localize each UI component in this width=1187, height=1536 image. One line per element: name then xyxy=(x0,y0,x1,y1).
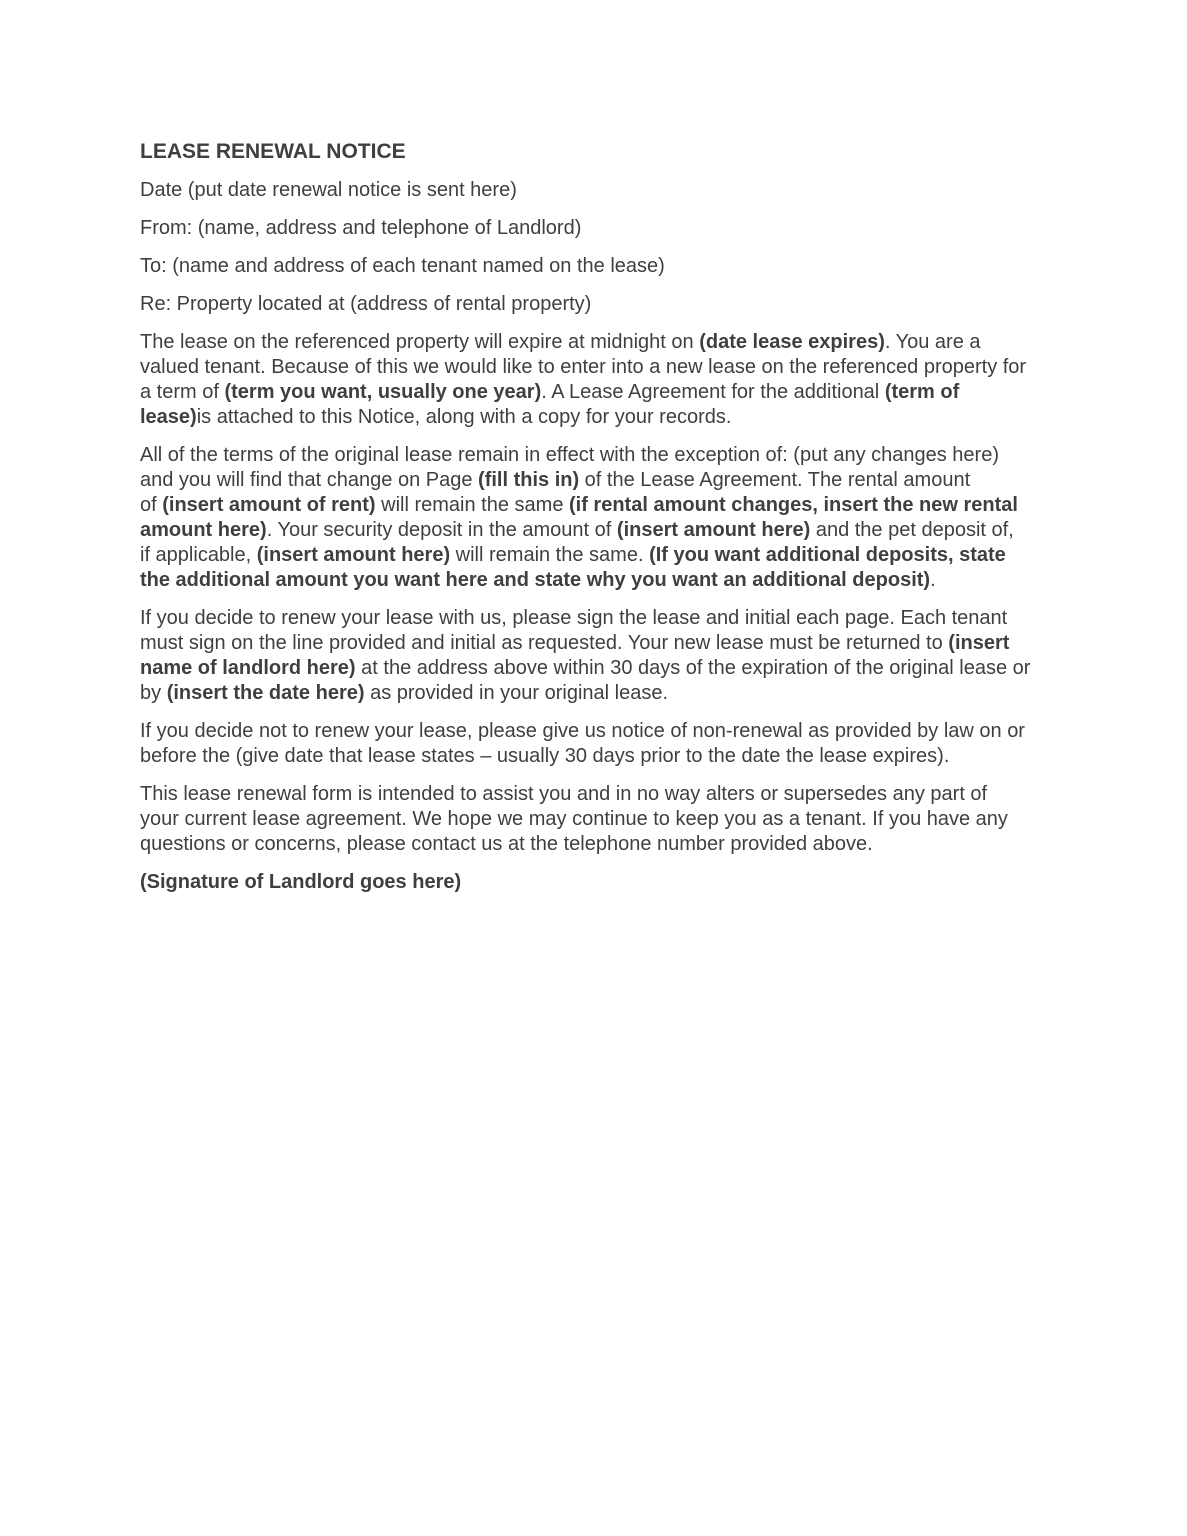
text-run: before the (give date that lease states – usually 30 days prior to the date the lease expires). xyxy=(140,745,950,767)
text-run: of xyxy=(140,494,163,516)
bold-text-run: (fill this in) xyxy=(478,469,580,491)
text-run: If you decide not to renew your lease, please give us notice of non-renewal as provided by law on or xyxy=(140,720,1025,742)
paragraph xyxy=(140,443,1055,593)
text-run: will remain the same xyxy=(375,494,569,516)
header-line: To: (name and address of each tenant named on the lease) xyxy=(140,255,665,277)
bold-text-run: (insert amount of rent) xyxy=(162,494,376,516)
text-run: . Your security deposit in the amount of xyxy=(266,519,617,541)
text-run: at the address above within 30 days of the expiration of the original lease or xyxy=(355,657,1031,679)
document-body xyxy=(140,330,1055,857)
text-run: as provided in your original lease. xyxy=(364,682,669,704)
bold-text-run: the additional amount you want here and state why you want an additional deposit) xyxy=(140,569,931,591)
paragraph-line xyxy=(140,493,1055,518)
paragraph-line xyxy=(140,681,1055,706)
paragraph-line xyxy=(140,380,1055,405)
bold-text-run: (insert amount here) xyxy=(256,544,451,566)
lease-renewal-notice xyxy=(140,139,1055,895)
paragraph-line xyxy=(140,744,1055,769)
bold-text-run: (date lease expires) xyxy=(699,331,885,353)
bold-text-run: (term you want, usually one year) xyxy=(224,381,542,403)
bold-text-run: (insert xyxy=(948,632,1010,654)
header-line: Date (put date renewal notice is sent here) xyxy=(140,179,517,201)
bold-text-run: (term of xyxy=(884,381,960,403)
text-run: questions or concerns, please contact us at the telephone number provided above. xyxy=(140,833,873,855)
paragraph-line xyxy=(140,518,1055,543)
text-run: . You are a xyxy=(884,331,981,353)
text-run: . A Lease Agreement for the additional xyxy=(541,381,885,403)
paragraph-line xyxy=(140,443,1055,468)
paragraph-line xyxy=(140,355,1055,380)
bold-text-run: lease) xyxy=(140,406,197,428)
bold-text-run: amount here) xyxy=(140,519,267,541)
bold-text-run: (insert amount here) xyxy=(616,519,811,541)
paragraph-line xyxy=(140,468,1055,493)
text-run: and the pet deposit of, xyxy=(810,519,1014,541)
text-run: All of the terms of the original lease remain in effect with the exception of: (put any changes here) xyxy=(140,444,999,466)
text-run: valued tenant. Because of this we would like to enter into a new lease on the referenced property for xyxy=(140,356,1027,378)
paragraph xyxy=(140,782,1055,857)
text-run: . xyxy=(930,569,936,591)
document-title: LEASE RENEWAL NOTICE xyxy=(140,140,406,163)
header-line: Re: Property located at (address of rental property) xyxy=(140,293,592,315)
paragraph-line xyxy=(140,543,1055,568)
paragraph-line xyxy=(140,832,1055,857)
text-run: if applicable, xyxy=(140,544,257,566)
paragraph-line xyxy=(140,807,1055,832)
bold-text-run: (if rental amount changes, insert the new rental xyxy=(569,494,1018,516)
text-run: The lease on the referenced property will expire at midnight on xyxy=(140,331,700,353)
paragraph-line xyxy=(140,656,1055,681)
paragraph xyxy=(140,330,1055,430)
paragraph-line xyxy=(140,330,1055,355)
paragraph-line xyxy=(140,568,1055,593)
text-run: of the Lease Agreement. The rental amount xyxy=(579,469,971,491)
text-run: is attached to this Notice, along with a copy for your records. xyxy=(196,406,732,428)
text-run: If you decide to renew your lease with us, please sign the lease and initial each page. Each tenant xyxy=(140,607,1008,629)
bold-text-run: (If you want additional deposits, state xyxy=(649,544,1006,566)
paragraph-line xyxy=(140,631,1055,656)
text-run: will remain the same. xyxy=(450,544,650,566)
text-run: must sign on the line provided and initial as requested. Your new lease must be returned to xyxy=(140,632,949,654)
paragraph-line xyxy=(140,719,1055,744)
paragraph-line xyxy=(140,405,1055,430)
document-header-block xyxy=(140,178,1055,317)
paragraph xyxy=(140,719,1055,769)
signature-line: (Signature of Landlord goes here) xyxy=(140,871,462,893)
text-run: by xyxy=(140,682,167,704)
bold-text-run: (insert the date here) xyxy=(166,682,365,704)
text-run: This lease renewal form is intended to assist you and in no way alters or supersedes any part of xyxy=(140,783,988,805)
paragraph-line xyxy=(140,782,1055,807)
paragraph-line xyxy=(140,606,1055,631)
text-run: your current lease agreement. We hope we may continue to keep you as a tenant. If you have any xyxy=(140,808,1008,830)
bold-text-run: name of landlord here) xyxy=(140,657,356,679)
paragraph xyxy=(140,606,1055,706)
text-run: a term of xyxy=(140,381,225,403)
text-run: and you will find that change on Page xyxy=(140,469,479,491)
header-line: From: (name, address and telephone of Landlord) xyxy=(140,217,582,239)
